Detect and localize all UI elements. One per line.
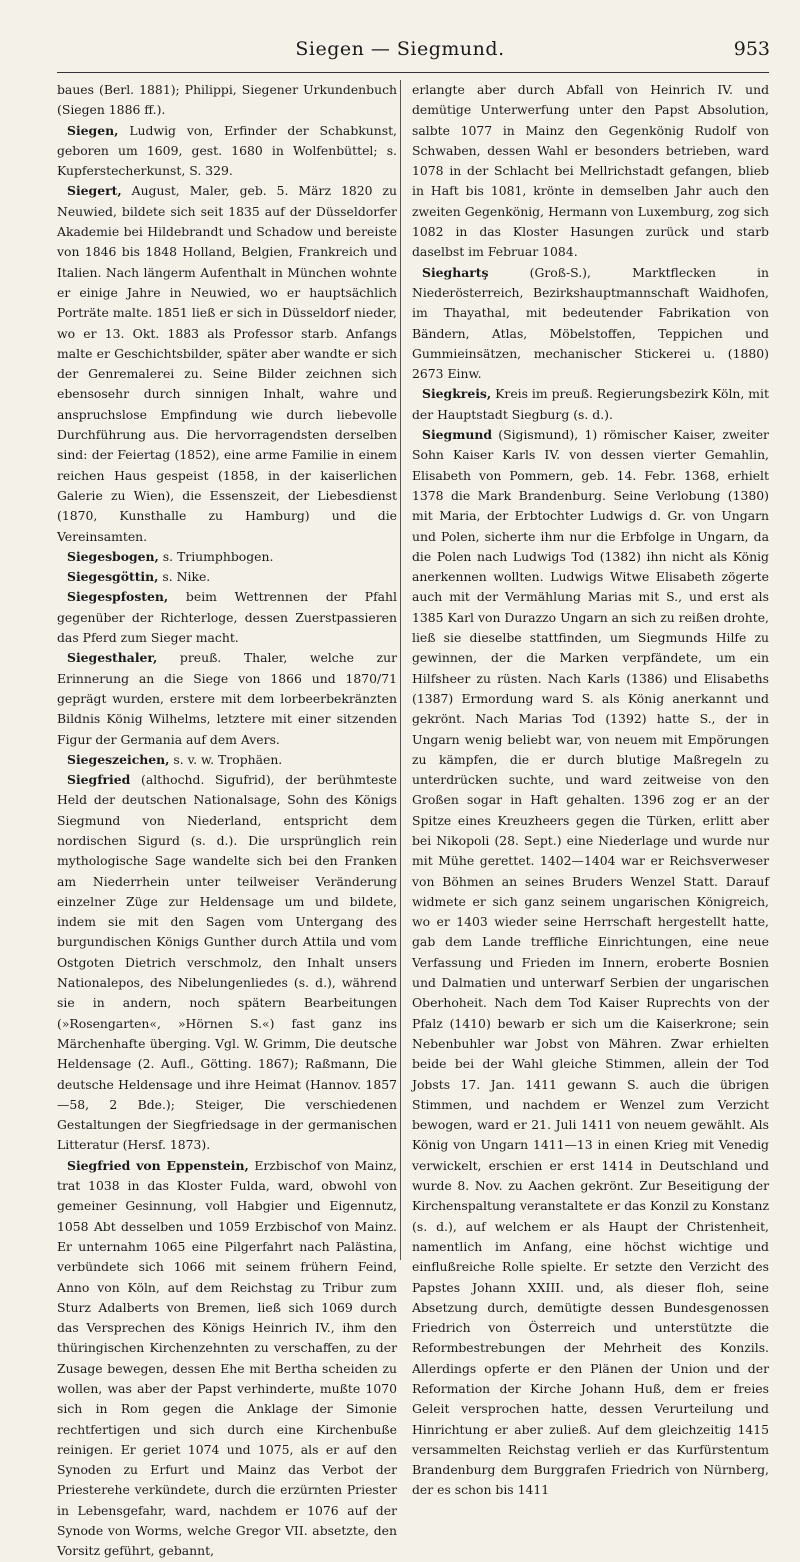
- entry-text: s. Nike.: [158, 569, 211, 585]
- dictionary-entry: [412, 263, 769, 385]
- entry-headword: Siegfried von Eppenstein,: [67, 1157, 249, 1173]
- entry-text: s. v. w. Trophäen.: [169, 751, 283, 767]
- right-column: [412, 80, 769, 1501]
- dictionary-entry: [57, 567, 397, 587]
- entry-text: (Sigismund), 1) römischer Kaiser, zweiter Sohn Kaiser Karls IV. von dessen vierter Gemahlin, Elisabeth von Pommern, geb. 14. Febr. 1368, erhielt 1378 die Mark Brandenburg. Seine Verlobung (1380) mit Maria, der Erbtochter Ludwigs d. Gr. von Ungarn und Polen, sicherte ihm nur die Erbfolge in Ungarn, da die Polen nach Ludwigs Tod (1382) ihn nicht als König anerkennen wollten. Ludwigs Witwe Elisabeth zögerte auch mit der Vermählung Marias mit S., und erst als 1385 Karl von Durazzo Ungarn an sich zu reißen drohte, ließ sie dieselbe stattfinden, um Siegmunds Hilfe zu gewinnen, der die Marken verpfändete, um ein Hilfsheer zu rüsten. Nach Karls (1386) und Elisabeths (1387) Ermordung ward S. als König anerkannt und gekrönt. Nach Marias Tod (1392) hatte S., der in Ungarn wenig beliebt war, von neuem mit Empörungen zu kämpfen, die er durch blutige Maßregeln zu unterdrücken suchte, und ward zeitweise von den Großen sogar in Haft gehalten. 1396 zog er an der Spitze eines Kreuzheers gegen die Türken, erlitt aber bei Nikopoli (28. Sept.) eine Niederlage und wurde nur mit Mühe gerettet. 1402—1404 war er Reichsverweser von Böhmen an seines Bruders Wenzel Statt. Darauf widmete er sich ganz seinem ungarischen Königreich, wo er 1403 wieder seine Herrschaft hergestellt hatte, gab dem Lande treffliche Einrichtungen, eine neue Verfassung und Frieden im Innern, eroberte Bosnien und Dalmatien und unterwarf Serbien der ungarischen Oberhoheit. Nach dem Tod Kaiser Ruprechts von der Pfalz (1410) bewarb er sich um die Kaiserkrone; sein Nebenbuhler war Jobst von Mähren. Zwar erhielten beide bei der Wahl gleiche Stimmen, allein der Tod Jobsts 17. Jan. 1411 gewann S. auch die übrigen Stimmen, und nachdem er Wenzel zum Verzicht bewogen, ward er 21. Juli 1411 von neuem gewählt. Als König von Ungarn 1411—13 in einen Krieg mit Venedig verwickelt, erschien er erst 1414 in Deutschland und wurde 8. Nov. zu Aachen gekrönt. Zur Beseitigung der Kirchenspaltung veranstaltete er das Konzil zu Konstanz (s. d.), auf welchem er als Haupt der Christenheit, namentlich im Anfang, eine höchst wichtige und einflußreiche Rolle spielte. Er setzte den Verzicht des Papstes Johann XXIII. und, als dieser floh, seine Absetzung durch, demütigte dessen Bundesgenossen Friedrich von Österreich und unterstützte die Reformbestrebungen der Mehrheit des Konzils. Allerdings opferte er den Plänen der Union und der Reformation der Kirche Johann Huß, dem er freies Geleit versprochen hatte, dessen Verurteilung und Hinrichtung er aber zuließ. Auf dem gleichzeitig 1415 versammelten Reichstag verlieh er das Kurfürstentum Brandenburg dem Burggrafen Friedrich von Nürnberg, der es schon bis 1411: [412, 427, 769, 1498]
- entry-text: preuß. Thaler, welche zur Erinnerung an die Siege von 1866 und 1870/71 geprägt wurden, erstere mit dem lorbeerbekränzten Bildnis König Wilhelms, letztere mit einer sitzenden Figur der Germania auf dem Avers.: [57, 650, 397, 747]
- dictionary-entry: [57, 1156, 397, 1562]
- entry-headword: Siegespfosten,: [67, 589, 169, 605]
- entry-headword: Siegen,: [67, 122, 119, 138]
- entry-text: erlangte aber durch Abfall von Heinrich IV. und demütige Unterwerfung unter den Papst Absolution, salbte 1077 in Mainz den Gegenkönig Rudolf von Schwaben, dessen Wahl er besonders betrieben, ward 1078 in der Schlacht bei Mellrichstadt gefangen, blieb in Haft bis 1081, krönte in demselben Jahr auch den zweiten Gegenkönig, Hermann von Luxemburg, zog sich 1082 in das Kloster Hasungen zurück und starb daselbst im Februar 1084.: [412, 82, 769, 260]
- entry-headword: Siegmund: [422, 427, 492, 443]
- entry-headword: Siegeszeichen,: [67, 751, 170, 767]
- dictionary-entry: [57, 181, 397, 546]
- header-rule: [57, 72, 769, 73]
- dictionary-entry: [57, 80, 397, 121]
- entry-headword: Sieghartş: [422, 264, 489, 280]
- dictionary-entry: [57, 121, 397, 182]
- entry-text: (althochd. Sigufrid), der berühmteste Held der deutschen Nationalsage, Sohn des Königs Siegmund von Niederland, entspricht dem nordischen Sigurd (s. d.). Die ursprünglich rein mythologische Sage wandelte sich bei den Franken am Niederrhein unter teilweiser Veränderung einzelner Züge zur Heldensage um und bildete, indem sie mit den Sagen vom Untergang des burgundischen Königs Gunther durch Attila und vom Ostgoten Dietrich verschmolz, den Inhalt unsers Nationalepos, des Nibelungenliedes (s. d.), während sie in andern, noch spätern Bearbeitungen (»Rosengarten«, »Hörnen S.«) fast ganz ins Märchenhafte überging. Vgl. W. Grimm, Die deutsche Heldensage (2. Aufl., Götting. 1867); Raßmann, Die deutsche Heldensage und ihre Heimat (Hannov. 1857—58, 2 Bde.); Steiger, Die verschiedenen Gestaltungen der Siegfriedsage in der germanischen Litteratur (Hersf. 1873).: [57, 772, 397, 1153]
- entry-text: Erzbischof von Mainz, trat 1038 in das Kloster Fulda, ward, obwohl von gemeiner Gesinnung, voll Habgier und Eigennutz, 1058 Abt desselben und 1059 Erzbischof von Mainz. Er unternahm 1065 eine Pilgerfahrt nach Palästina, verbündete sich 1066 mit seinem frühern Feind, Anno von Köln, auf dem Reichstag zu Tribur zum Sturz Adalberts von Bremen, ließ sich 1069 durch das Versprechen des Königs Heinrich IV., ihm den thüringischen Kirchenzehnten zu verschaffen, zu der Zusage bewegen, dessen Ehe mit Bertha scheiden zu wollen, was aber der Papst verhinderte, mußte 1070 sich in Rom gegen die Anklage der Simonie rechtfertigen und sich durch eine Kirchenbuße reinigen. Er geriet 1074 und 1075, als er auf den Synoden zu Erfurt und Mainz das Verbot der Priesterehe verkündete, durch die erzürnten Priester in Lebensgefahr, ward, nachdem er 1076 auf der Synode von Worms, welche Gregor VII. absetzte, den Vorsitz geführt, gebannt,: [57, 1157, 397, 1559]
- entry-headword: Siegesthaler,: [67, 650, 158, 666]
- entry-text: beim Wettrennen der Pfahl gegenüber der Richterloge, dessen Zuerstpassieren das Pferd zum Sieger macht.: [57, 589, 397, 646]
- entry-headword: Siegert,: [67, 183, 122, 199]
- left-column: [57, 80, 397, 1562]
- entry-text: Ludwig von, Erfinder der Schabkunst, geboren um 1609, gest. 1680 in Wolfenbüttel; s. Kupferstecherkunst, S. 329.: [57, 122, 397, 179]
- entry-text: August, Maler, geb. 5. März 1820 zu Neuwied, bildete sich seit 1835 auf der Düsseldorfer Akademie bei Hildebrandt und Schadow und bereiste von 1846 bis 1848 Holland, Belgien, Frankreich und Italien. Nach längerm Aufenthalt in München wohnte er einige Jahre in Neuwied, wo er hauptsächlich Porträte malte. 1851 ließ er sich in Düsseldorf nieder, wo er 13. Okt. 1883 als Professor starb. Anfangs malte er Geschichtsbilder, später aber wandte er sich der Genremalerei zu. Seine Bilder zeichnen sich ebensosehr durch sinnigen Inhalt, wahre und anspruchslose Empfindung wie durch liebevolle Durchführung aus. Die hervorragendsten derselben sind: der Feiertag (1852), eine arme Familie in einem reichen Haus gespeist (1858, in der kaiserlichen Galerie zu Wien), die Essenszeit, der Liebesdienst (1870, Kunsthalle zu Hamburg) und die Vereinsamten.: [57, 183, 397, 544]
- entry-headword: Siegfried: [67, 772, 131, 788]
- entry-headword: Siegkreis,: [422, 386, 492, 402]
- page-number: 953: [733, 38, 770, 60]
- entry-text: (Groß-S.), Marktflecken in Niederösterreich, Bezirkshauptmannschaft Waidhofen, im Thayathal, mit bedeutender Fabrikation von Bändern, Atlas, Möbelstoffen, Teppichen und Gummieinsätzen, mechanischer Stickerei u. (1880) 2673 Einw.: [412, 264, 769, 382]
- column-divider: [400, 80, 401, 1260]
- dictionary-entry: [57, 770, 397, 1156]
- entry-text: Kreis im preuß. Regierungsbezirk Köln, mit der Hauptstadt Siegburg (s. d.).: [412, 386, 769, 422]
- running-title: Siegen — Siegmund.: [295, 38, 505, 60]
- dictionary-entry: [57, 648, 397, 749]
- page-header: [0, 38, 800, 68]
- dictionary-entry: [57, 587, 397, 648]
- entry-text: baues (Berl. 1881); Philippi, Siegener Urkundenbuch (Siegen 1886 ff.).: [57, 82, 397, 118]
- dictionary-entry: [57, 547, 397, 567]
- dictionary-entry: [412, 384, 769, 425]
- dictionary-entry: [412, 80, 769, 263]
- entry-text: s. Triumphbogen.: [158, 548, 274, 564]
- entry-headword: Siegesbogen,: [67, 548, 159, 564]
- dictionary-entry: [57, 750, 397, 770]
- entry-headword: Siegesgöttin,: [67, 569, 159, 585]
- dictionary-entry: [412, 425, 769, 1501]
